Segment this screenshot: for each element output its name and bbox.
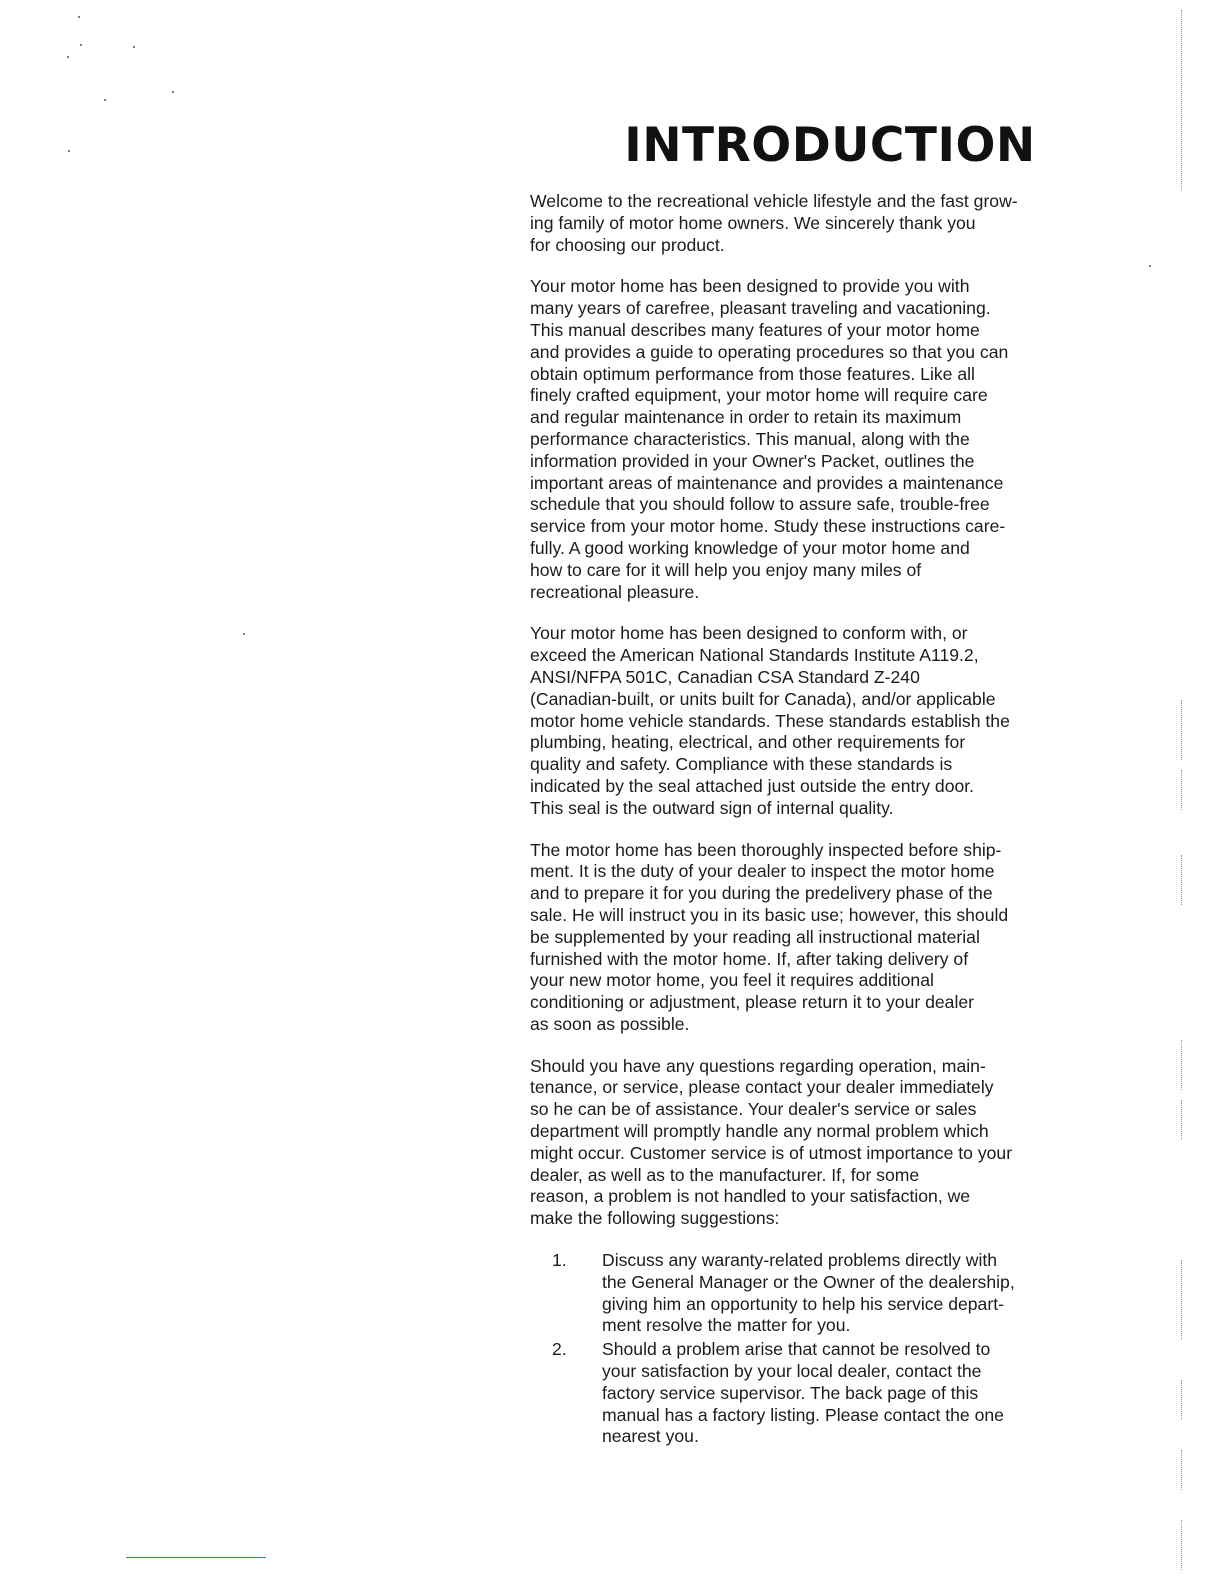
text-line: the General Manager or the Owner of the dealership, bbox=[602, 1271, 1015, 1292]
text-line: your new motor home, you feel it requires additional bbox=[530, 970, 934, 991]
text-line: Your motor home has been designed to conform with, or bbox=[530, 623, 968, 644]
list-item bbox=[530, 1339, 1120, 1448]
text-line: be supplemented by your reading all instructional material bbox=[530, 926, 980, 947]
text-line: recreational pleasure. bbox=[530, 581, 700, 602]
text-line: plumbing, heating, electrical, and other requirements for bbox=[530, 732, 966, 753]
text-line: motor home vehicle standards. These standards establish the bbox=[530, 710, 1010, 731]
text-line: reason, a problem is not handled to your satisfaction, we bbox=[530, 1186, 971, 1207]
text-line: ment resolve the matter for you. bbox=[602, 1315, 851, 1336]
text-line: so he can be of assistance. Your dealer's service or sales bbox=[530, 1099, 977, 1120]
scan-speck bbox=[104, 99, 106, 101]
text-line: schedule that you should follow to assure safe, trouble-free bbox=[530, 494, 990, 515]
text-line: ing family of motor home owners. We sincerely thank you bbox=[530, 212, 976, 233]
text-line: indicated by the seal attached just outside the entry door. bbox=[530, 775, 975, 796]
text-line: finely crafted equipment, your motor home will require care bbox=[530, 385, 988, 406]
text-line: factory service supervisor. The back page of this bbox=[602, 1382, 979, 1403]
list-number: 1. bbox=[552, 1250, 567, 1271]
text-line: might occur. Customer service is of utmost importance to your bbox=[530, 1142, 1013, 1163]
scan-edge-line bbox=[1181, 770, 1182, 810]
text-line: your satisfaction by your local dealer, contact the bbox=[602, 1361, 982, 1382]
scan-speck bbox=[133, 46, 135, 48]
text-line: and to prepare it for you during the predelivery phase of the bbox=[530, 883, 993, 904]
paragraph bbox=[530, 276, 1120, 603]
text-line: performance characteristics. This manual, along with the bbox=[530, 428, 970, 449]
body-text bbox=[530, 191, 1120, 1450]
text-line: giving him an opportunity to help his service depart- bbox=[602, 1293, 1004, 1314]
text-line: sale. He will instruct you in its basic use; however, this should bbox=[530, 904, 1009, 925]
scan-speck bbox=[67, 56, 69, 58]
text-line: tenance, or service, please contact your dealer immediately bbox=[530, 1077, 994, 1098]
text-line: furnished with the motor home. If, after taking delivery of bbox=[530, 948, 969, 969]
text-line: many years of carefree, pleasant traveling and vacationing. bbox=[530, 298, 991, 319]
text-line: information provided in your Owner's Packet, outlines the bbox=[530, 450, 975, 471]
scan-speck bbox=[172, 91, 174, 93]
text-line: Discuss any waranty-related problems directly with bbox=[602, 1250, 998, 1271]
text-line: (Canadian-built, or units built for Canada), and/or applicable bbox=[530, 688, 996, 709]
paragraph bbox=[530, 191, 1120, 256]
text-line: Your motor home has been designed to provide you with bbox=[530, 276, 970, 297]
scan-speck bbox=[68, 150, 70, 152]
text-line: exceed the American National Standards Institute A119.2, bbox=[530, 645, 979, 666]
text-line: and provides a guide to operating procedures so that you can bbox=[530, 341, 1009, 362]
text-line: department will promptly handle any normal problem which bbox=[530, 1121, 989, 1142]
scan-speck bbox=[78, 16, 80, 18]
scan-edge-line bbox=[1181, 1380, 1182, 1420]
text-line: quality and safety. Compliance with these standards is bbox=[530, 754, 953, 775]
scan-edge-line bbox=[1181, 1450, 1182, 1490]
text-line: important areas of maintenance and provides a maintenance bbox=[530, 472, 1004, 493]
text-line: obtain optimum performance from those features. Like all bbox=[530, 363, 975, 384]
text-line: The motor home has been thoroughly inspected before ship- bbox=[530, 839, 1002, 860]
text-line: ANSI/NFPA 501C, Canadian CSA Standard Z-240 bbox=[530, 666, 920, 687]
text-line: and regular maintenance in order to retain its maximum bbox=[530, 407, 962, 428]
suggestion-list bbox=[530, 1250, 1120, 1448]
text-line: ment. It is the duty of your dealer to inspect the motor home bbox=[530, 861, 995, 882]
scan-speck bbox=[1149, 265, 1151, 267]
list-number: 2. bbox=[552, 1339, 567, 1360]
text-line: as soon as possible. bbox=[530, 1013, 690, 1034]
text-line: Welcome to the recreational vehicle lifestyle and the fast grow- bbox=[530, 191, 1018, 211]
paragraph bbox=[530, 623, 1120, 819]
text-line: This manual describes many features of your motor home bbox=[530, 319, 980, 340]
text-line: manual has a factory listing. Please contact the one bbox=[602, 1404, 1004, 1425]
text-line: how to care for it will help you enjoy many miles of bbox=[530, 559, 922, 580]
text-line: Should a problem arise that cannot be resolved to bbox=[602, 1339, 991, 1360]
scan-edge-line bbox=[1181, 1040, 1182, 1090]
text-line: for choosing our product. bbox=[530, 234, 725, 255]
text-line: Should you have any questions regarding operation, main- bbox=[530, 1055, 986, 1076]
page-title: INTRODUCTION bbox=[624, 118, 1036, 173]
scan-speck bbox=[80, 44, 82, 46]
text-line: make the following suggestions: bbox=[530, 1208, 780, 1229]
list-item bbox=[530, 1250, 1120, 1337]
text-line: nearest you. bbox=[602, 1426, 699, 1447]
text-line: service from your motor home. Study these instructions care- bbox=[530, 516, 1006, 537]
scan-edge-line bbox=[1181, 1260, 1182, 1340]
paragraph bbox=[530, 840, 1120, 1036]
scan-edge-line bbox=[1181, 700, 1182, 760]
scan-edge-line bbox=[1181, 1520, 1182, 1570]
scan-speck bbox=[243, 633, 245, 635]
text-line: dealer, as well as to the manufacturer. If, for some bbox=[530, 1164, 920, 1185]
scan-edge-line bbox=[1181, 855, 1182, 905]
scan-edge-line bbox=[1181, 10, 1182, 190]
footer-rule bbox=[126, 1557, 266, 1558]
text-line: This seal is the outward sign of internal quality. bbox=[530, 797, 894, 818]
text-line: conditioning or adjustment, please return it to your dealer bbox=[530, 992, 975, 1013]
paragraph bbox=[530, 1056, 1120, 1230]
text-line: fully. A good working knowledge of your motor home and bbox=[530, 537, 970, 558]
scan-edge-line bbox=[1181, 1100, 1182, 1140]
